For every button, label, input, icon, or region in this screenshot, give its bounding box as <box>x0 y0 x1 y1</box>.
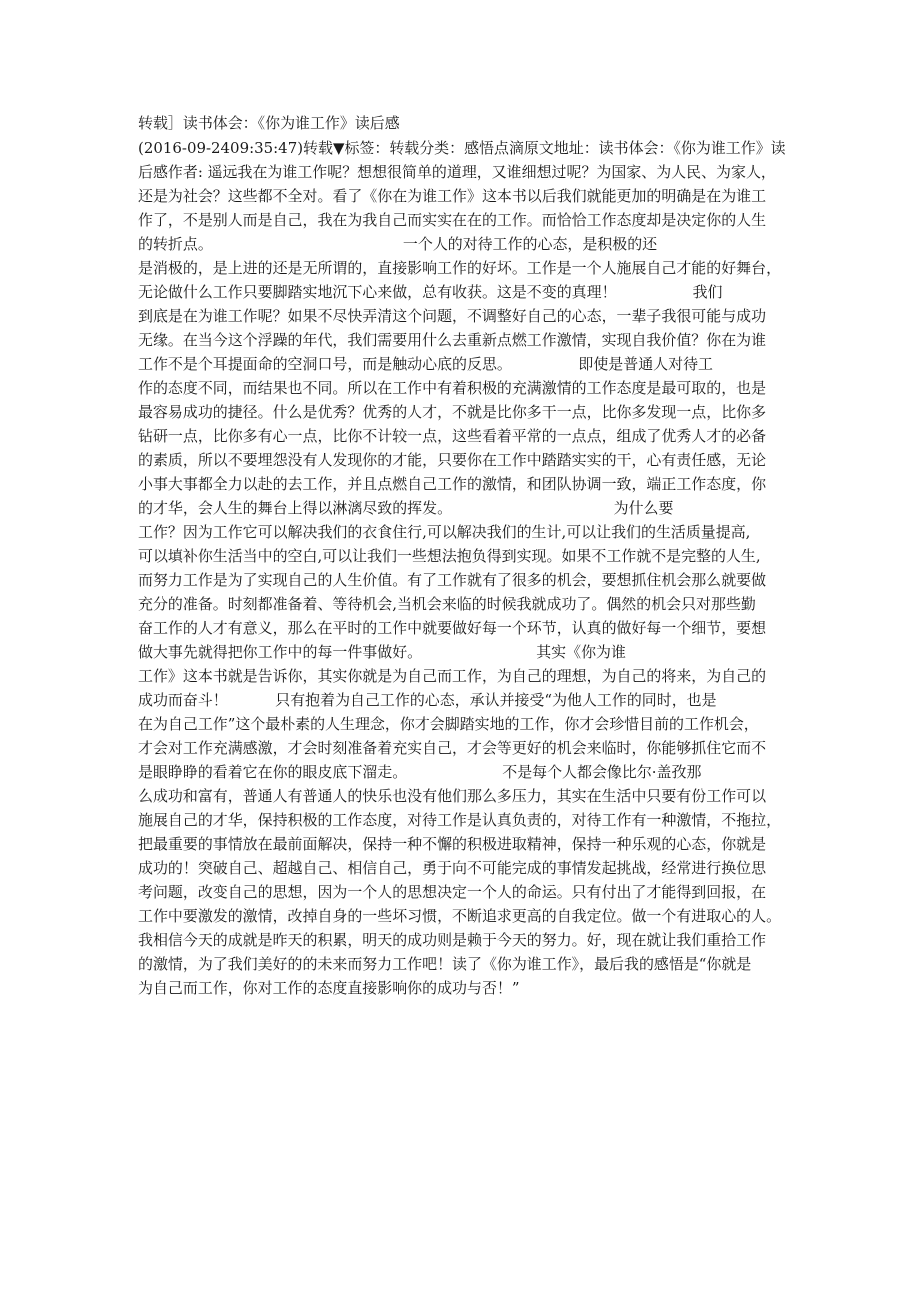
text-line: 小事大事都全力以赴的去工作，并且点燃自己工作的激情，和团队协调一致，端正工作态度，你 <box>138 475 767 493</box>
text-line: 是眼睁睁的看着它在你的眼皮底下溜走。 不是每个人都会像比尔·盖孜那 <box>138 763 702 781</box>
text-line: 为自己而工作，你对工作的态度直接影响你的成功与否！” <box>138 979 520 997</box>
text-line: 施展自己的才华，保持积极的工作态度，对待工作是认真负责的，对待工作有一种激情，不拖拉， <box>138 811 782 829</box>
text-line: 奋工作的人才有意义，那么在平时的工作中就要做好每一个环节，认真的做好每一个细节，要想 <box>138 619 767 637</box>
text-line: 工作不是个耳提面命的空洞口号，而是触动心底的反思。 即使是普通人对待工 <box>138 355 713 373</box>
text-line: 作了，不是别人而是自己，我在为我自己而实实在在的工作。而恰恰工作态度却是决定你的人生 <box>138 211 767 229</box>
text-line: 我相信今天的成就是昨天的积累，明天的成功则是赖于今天的努力。好，现在就让我们重拾工作 <box>138 931 767 949</box>
text-line: 把最重要的事情放在最前面解决，保持一种不懈的积极进取精神，保持一种乐观的心态，你就是 <box>138 835 767 853</box>
text-line: 还是为社会？这些都不全对。看了《你在为谁工作》这本书以后我们就能更加的明确是在为谁工 <box>138 187 767 205</box>
text-line: 充分的准备。时刻都准备着、等待机会,当机会来临的时候我就成功了。偶然的机会只对那些勤 <box>138 595 756 613</box>
text-line: 成功而奋斗！ 只有抱着为自己工作的心态，承认并接受“为他人工作的同时，也是 <box>138 691 717 709</box>
article-text <box>138 136 788 1000</box>
text-line: 的转折点。 一个人的对待工作的心态，是积极的还 <box>138 235 658 253</box>
text-line: 无缘。在当今这个浮躁的年代，我们需要用什么去重新点燃工作激情，实现自我价值？你在为谁 <box>138 331 767 349</box>
text-line: 后感作者: 遥远我在为谁工作呢？想想很简单的道理，又谁细想过呢？为国家、为人民、为家人， <box>138 163 776 181</box>
text-line: 的才华，会人生的舞台上得以淋漓尽致的挥发。 为什么要 <box>138 499 674 517</box>
text-line: 工作中要激发的激情，改掉自身的一些坏习惯，不断追求更高的自我定位。做一个有进取心的人。 <box>138 907 782 925</box>
text-line: 成功的！突破自己、超越自己、相信自己，勇于向不可能完成的事情发起挑战，经常进行换位思 <box>138 859 767 877</box>
text-line: 作的态度不同，而结果也不同。所以在工作中有着积极的充满激情的工作态度是最可取的，也是 <box>138 379 767 397</box>
text-line: 最容易成功的捷径。什么是优秀？优秀的人才，不就是比你多干一点，比你多发现一点，比你多 <box>138 403 767 421</box>
text-line: 而努力工作是为了实现自己的人生价值。有了工作就有了很多的机会，要想抓住机会那么就要做 <box>138 571 767 589</box>
article-body <box>138 112 788 1000</box>
text-line: 么成功和富有，普通人有普通人的快乐也没有他们那么多压力，其实在生活中只要有份工作可以 <box>138 787 767 805</box>
text-line: 到底是在为谁工作呢？如果不尽快弄清这个问题，不调整好自己的心态，一辈子我很可能与成功 <box>138 307 767 325</box>
text-line: 工作》这本书就是告诉你，其实你就是为自己而工作，为自己的理想，为自己的将来，为自己的 <box>138 667 767 685</box>
text-line: 在为自己工作”这个最朴素的人生理念，你才会脚踏实地的工作，你才会珍惜目前的工作机会， <box>138 715 759 733</box>
text-line: 是消极的，是上进的还是无所谓的，直接影响工作的好坏。工作是一个人施展自己才能的好舞台， <box>138 259 782 277</box>
text-line: 做大事先就得把你工作中的每一件事做好。 其实《你为谁 <box>138 643 626 661</box>
article-title: 转载］读书体会：《你为谁工作》读后感 <box>138 114 400 132</box>
text-line: 可以填补你生活当中的空白,可以让我们一些想法抱负得到实现。如果不工作就不是完整的人生, <box>138 547 761 565</box>
text-line: (2016-09-2409:35:47)转载▼标签：转载分类：感悟点滴原文地址：读书体会：《你为谁工作》读 <box>138 139 786 157</box>
text-line: 的素质，所以不要埋怨没有人发现你的才能，只要你在工作中踏踏实实的干，心有责任感，无论 <box>138 451 767 469</box>
text-line: 钻研一点，比你多有心一点，比你不计较一点，这些看着平常的一点点，组成了优秀人才的必备 <box>138 427 767 445</box>
text-line: 无论做什么工作只要脚踏实地沉下心来做，总有收获。这是不变的真理！ 我们 <box>138 283 723 301</box>
text-line: 工作？因为工作它可以解决我们的衣食住行,可以解决我们的生计,可以让我们的生活质量提高, <box>138 523 751 541</box>
text-line: 才会对工作充满感激，才会时刻准备着充实自己，才会等更好的机会来临时，你能够抓住它而不 <box>138 739 767 757</box>
text-line: 的激情，为了我们美好的的未来而努力工作吧！读了《你为谁工作》，最后我的感悟是“你就是 <box>138 955 752 973</box>
text-line: 考问题，改变自己的思想，因为一个人的思想决定一个人的命运。只有付出了才能得到回报，在 <box>138 883 767 901</box>
